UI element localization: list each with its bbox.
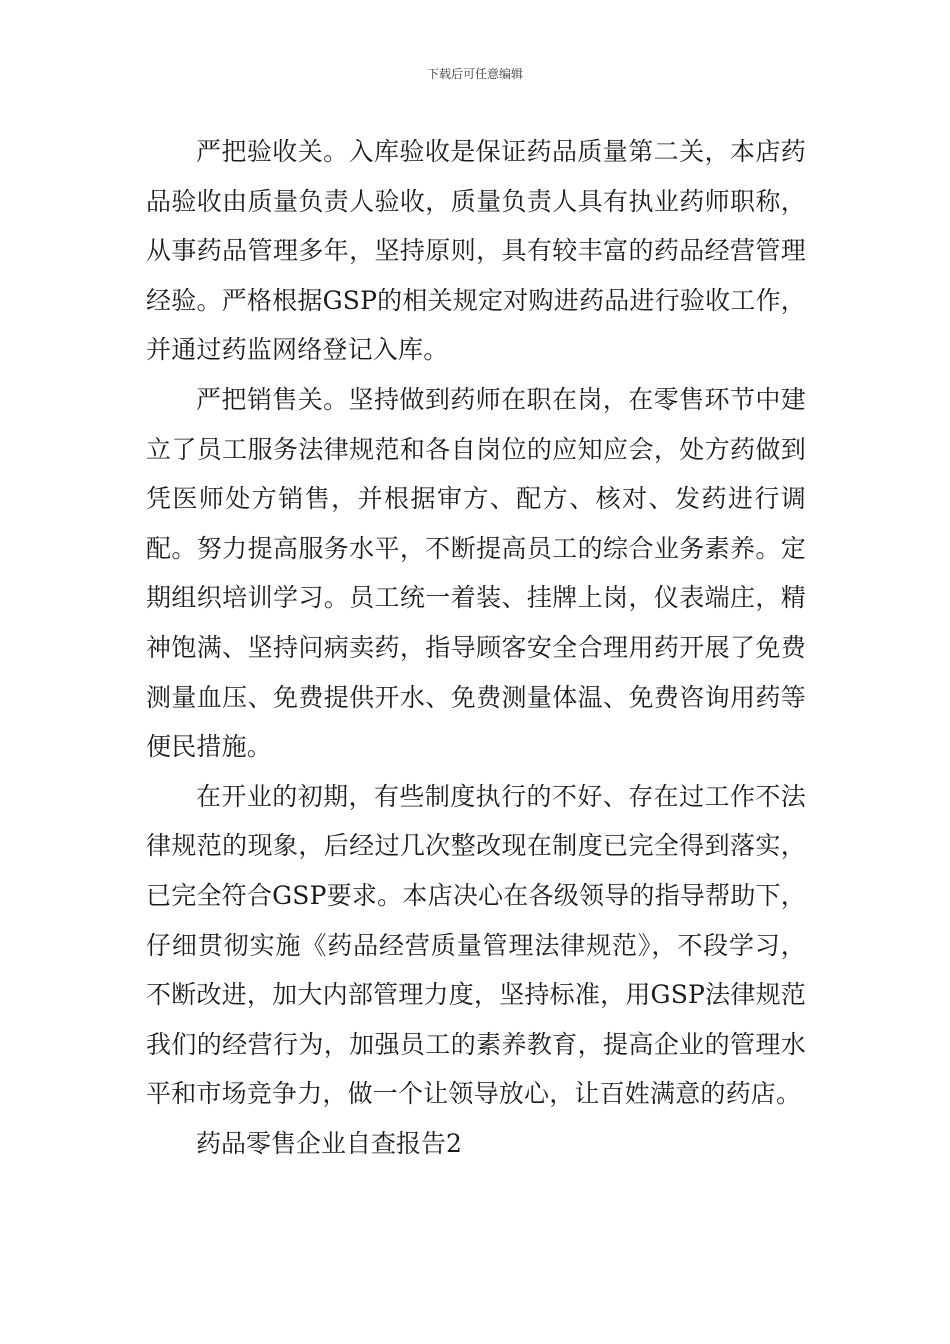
paragraph-rectification: 在开业的初期，有些制度执行的不好、存在过工作不法律规范的现象，后经过几次整改现在制度已完全得到落实，已完全符合GSP要求。本店决心在各级领导的指导帮助下，仔细贯彻实施《药品经营质量管理法律规范》，不段学习，不断改进，加大内部管理力度，坚持标准，用GSP法律规范我们的经营行为，加强员工的素养教育，提高企业的管理水平和市场竞争力，做一个让领导放心，让百姓满意的药店。 (146, 781, 806, 1109)
page-header-note: 下载后可任意编辑 (426, 67, 523, 81)
paragraph-sales: 严把销售关。坚持做到药师在职在岗，在零售环节中建立了员工服务法律规范和各自岗位的应知应会，处方药做到凭医师处方销售，并根据审方、配方、核对、发药进行调配。努力提高服务水平，不断提高员工的综合业务素养。定期组织培训学习。员工统一着装、挂牌上岗，仪表端庄，精神饱满、坚持问病卖药，指导顾客安全合理用药开展了免费测量血压、免费提供开水、免费测量体温、免费咨询用药等便民措施。 (146, 384, 806, 762)
section-heading: 药品零售企业自查报告2 (196, 1128, 462, 1158)
document-body (146, 127, 806, 1168)
paragraph-acceptance: 严把验收关。入库验收是保证药品质量第二关，本店药品验收由质量负责人验收，质量负责人具有执业药师职称，从事药品管理多年，坚持原则，具有较丰富的药品经营管理经验。严格根据GSP的相关规定对购进药品进行验收工作，并通过药监网络登记入库。 (146, 137, 806, 365)
